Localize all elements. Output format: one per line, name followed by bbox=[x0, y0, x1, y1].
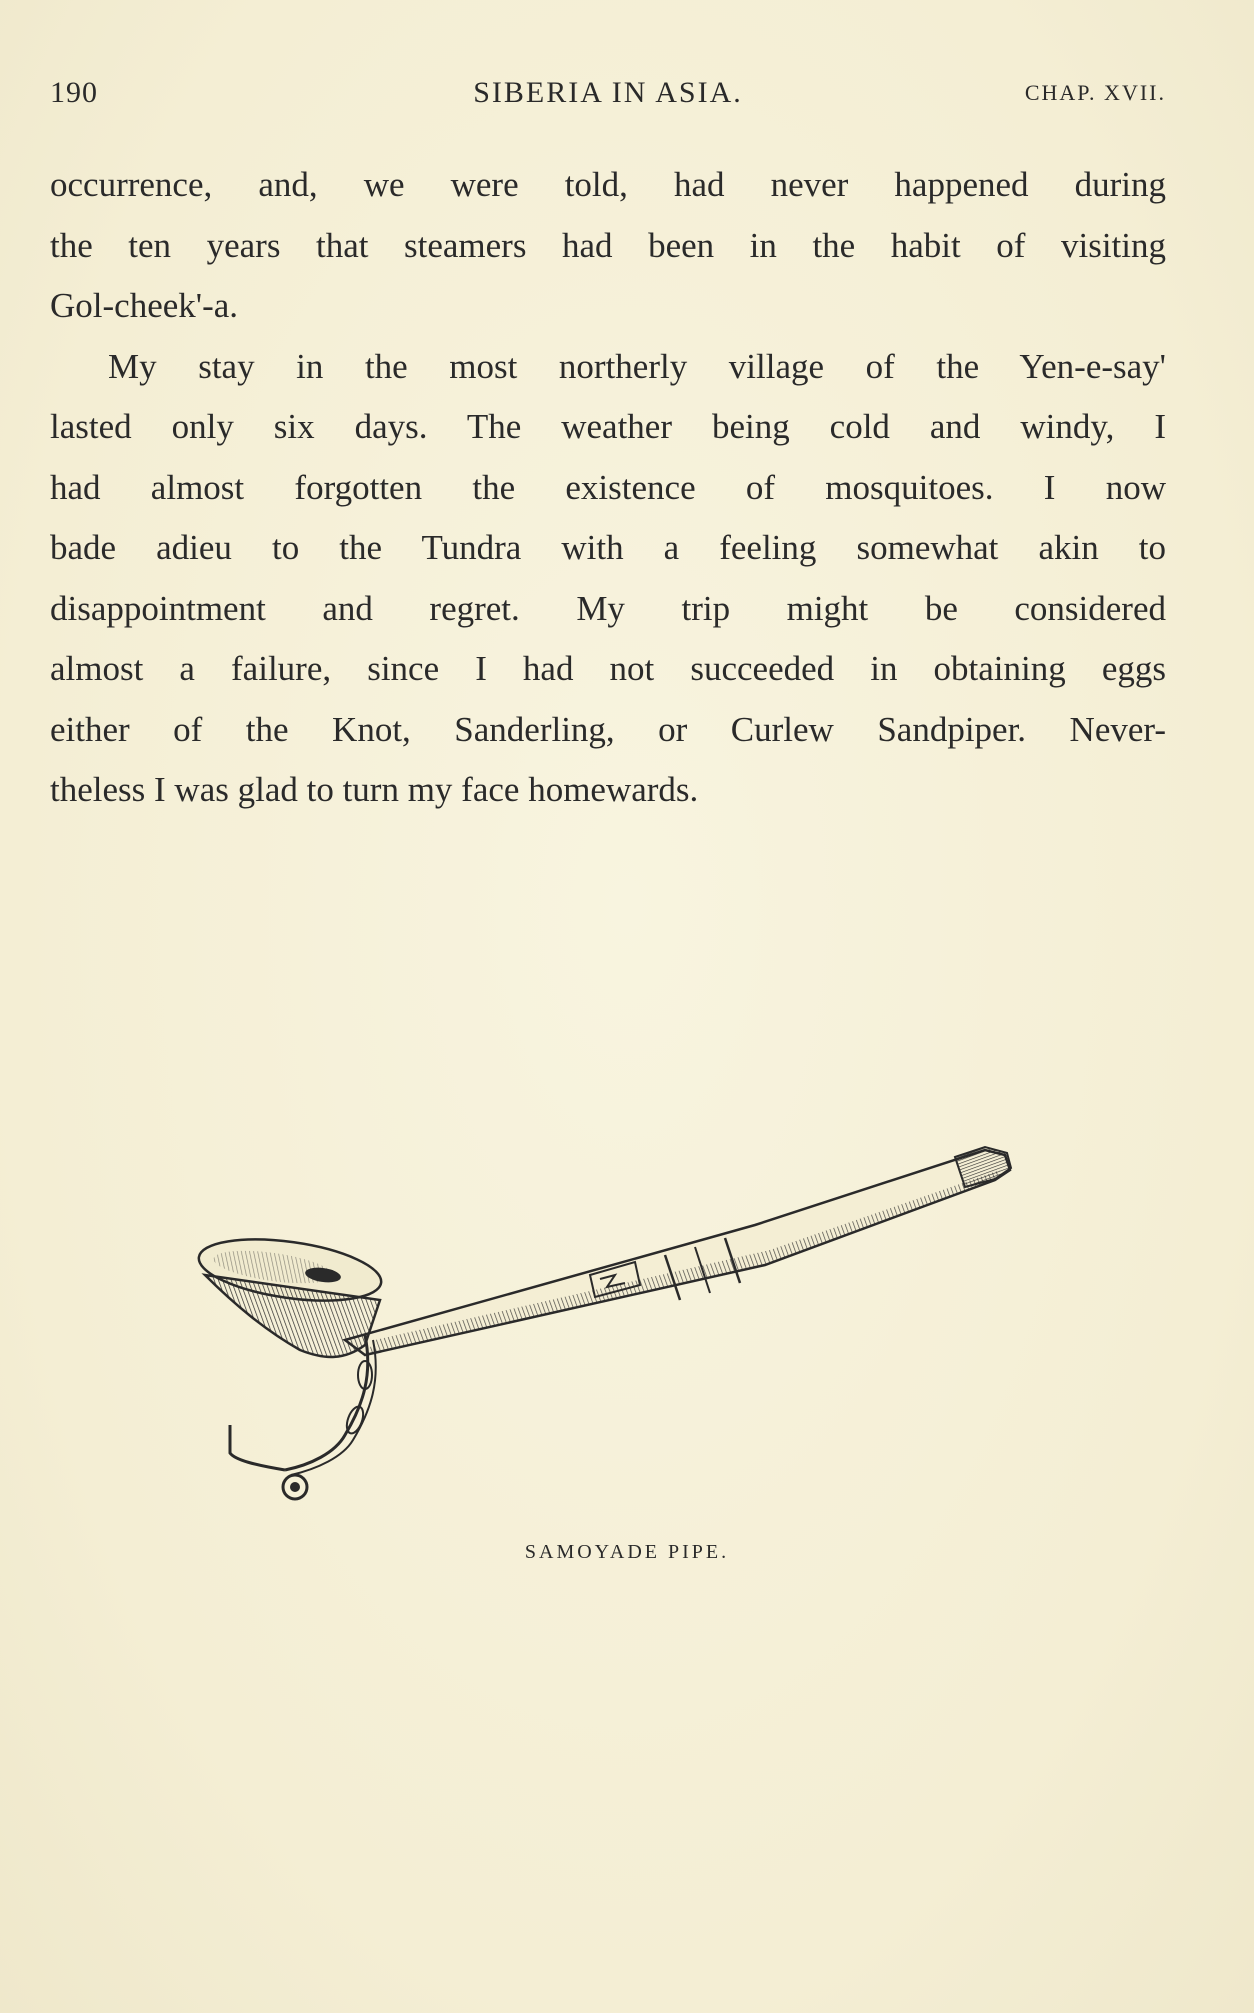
running-head bbox=[50, 76, 1166, 116]
text-line: lasted only six days. The weather being cold and windy, I bbox=[50, 407, 1166, 446]
text-line: bade adieu to the Tundra with a feeling somewhat akin to bbox=[50, 528, 1166, 567]
figure-caption: SAMOYADE PIPE. bbox=[524, 1541, 730, 1563]
text-line: My stay in the most northerly village of the Yen-e-say' bbox=[108, 346, 1166, 386]
text-line: had almost forgotten the existence of mosquitoes. I now bbox=[50, 467, 1166, 507]
text-line: the ten years that steamers had been in the habit of visiting bbox=[50, 225, 1166, 265]
paragraph-2 bbox=[50, 337, 1166, 821]
text-line: almost a failure, since I had not succeeded in obtaining eggs bbox=[50, 649, 1166, 688]
text-line: occurrence, and, we were told, had never happened during bbox=[50, 165, 1166, 204]
text-line: Gol-cheek'-a. bbox=[50, 286, 239, 325]
running-title: SIBERIA IN ASIA. bbox=[473, 76, 743, 109]
body-text bbox=[50, 155, 1166, 821]
chapter-label: CHAP. XVII. bbox=[1024, 80, 1166, 105]
page-number: 190 bbox=[50, 76, 98, 109]
text-line: disappointment and regret. My trip might be considered bbox=[50, 588, 1166, 628]
text-line: either of the Knot, Sanderling, or Curlew Sandpiper. Never- bbox=[50, 709, 1166, 749]
paragraph-1 bbox=[50, 155, 1166, 337]
text-line: theless I was glad to turn my face homewards. bbox=[50, 770, 699, 809]
samoyade-pipe-illustration bbox=[195, 1135, 1035, 1515]
